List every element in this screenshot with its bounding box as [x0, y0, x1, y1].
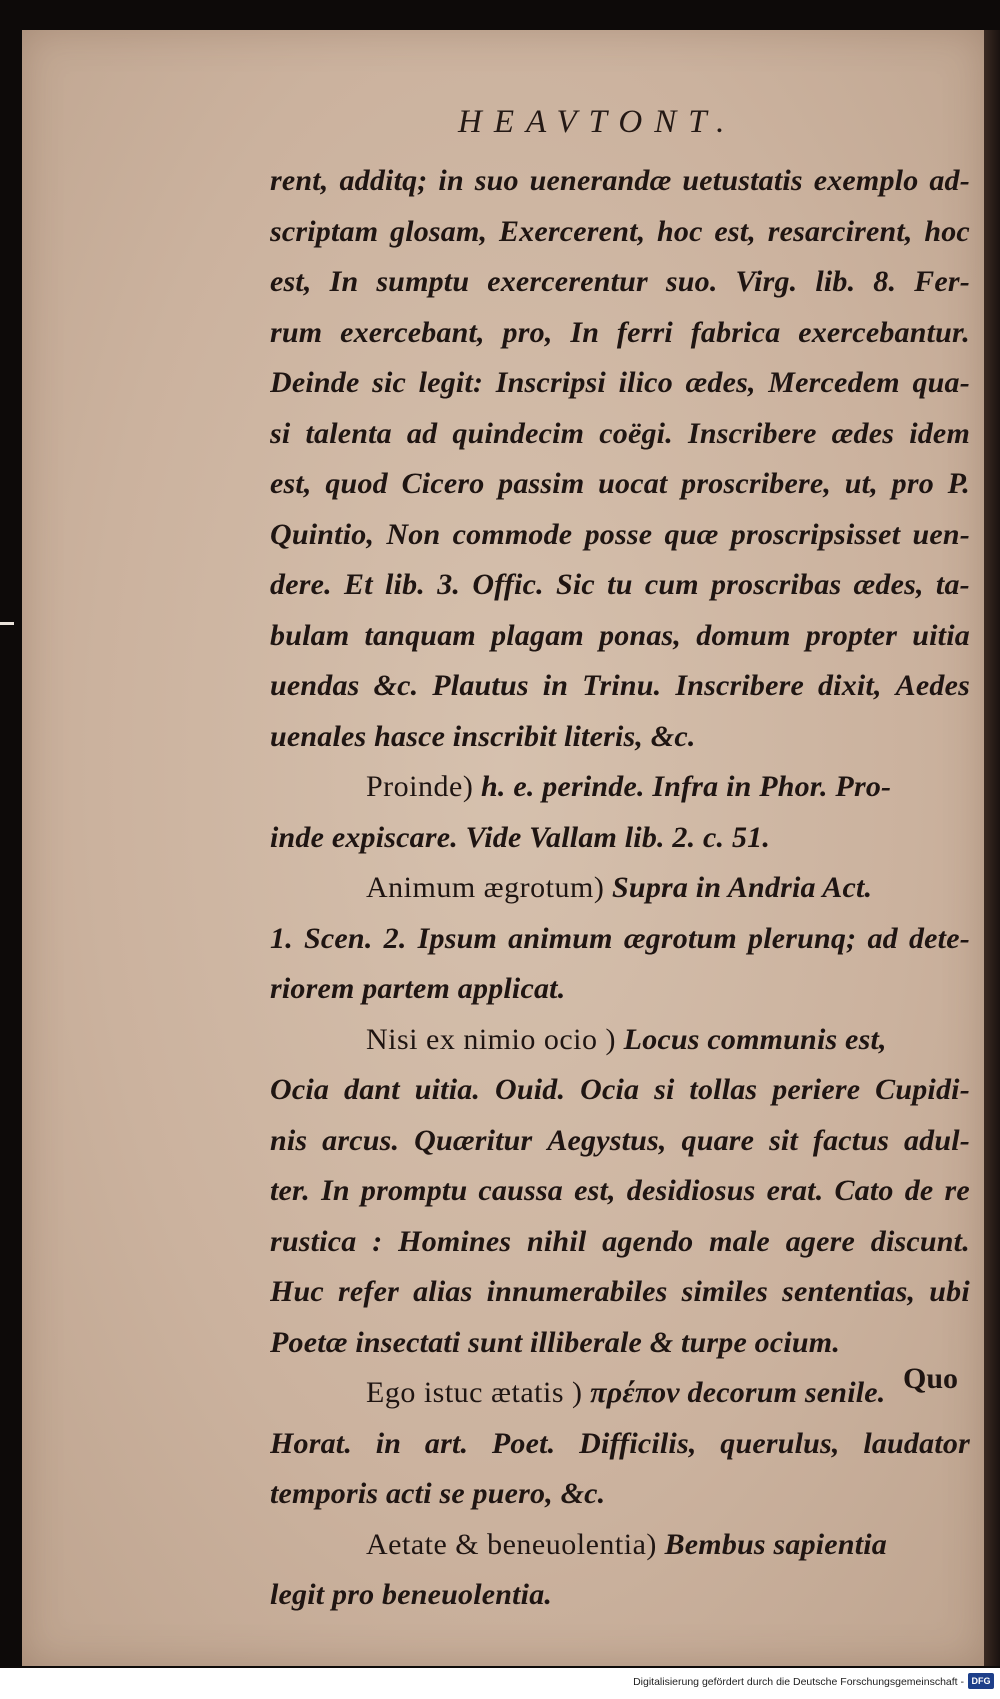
text-line: Horat. in art. Poet. Difficilis, querulus, laudator [270, 1426, 970, 1460]
text-line: dere. Et lib. 3. Offic. Sic tu cum proscribas ædes, ta- [270, 568, 970, 601]
lemma: Proinde) [366, 770, 474, 803]
text-line: temporis acti se puero, &c. [270, 1477, 606, 1510]
text-line: inde expiscare. Vide Vallam lib. 2. c. 51. [270, 820, 771, 854]
text-line: rent, additq; in suo uenerandæ uetustatis exemplo ad- [270, 164, 970, 197]
lemma: Aetate & beneuolentia) [366, 1527, 657, 1561]
lemma-line [270, 1520, 970, 1571]
lemma-comment: Bembus sapientia [656, 1527, 887, 1561]
text-line: uenales hasce inscribit literis, &c. [270, 719, 696, 753]
text-line: legit pro beneuolentia. [270, 1578, 553, 1611]
page-text [270, 156, 970, 1621]
lemma: Nisi ex nimio ocio ) [366, 1022, 616, 1056]
text-line: nis arcus. Quæritur Aegystus, quare sit factus adul- [270, 1123, 970, 1157]
text-line: Poetæ insectati sunt illiberale & turpe ocium. [270, 1325, 841, 1359]
text-line: bulam tanquam plagam ponas, domum propter uitia [270, 618, 970, 652]
text-line: rustica : Homines nihil agendo male agere discunt. [270, 1224, 970, 1258]
text-line: Deinde sic legit: Inscripsi ilico ædes, Mercedem qua- [270, 366, 970, 399]
lemma-comment: h. e. perinde. Infra in Phor. Pro- [473, 770, 892, 803]
text-line: Huc refer alias innumerabiles similes sententias, ubi [270, 1275, 970, 1308]
lemma-line [270, 762, 970, 813]
lemma-line [270, 1368, 970, 1419]
text-line: si talenta ad quindecim coëgi. Inscribere ædes idem [270, 416, 970, 450]
text-line: Ocia dant uitia. Ouid. Ocia si tollas periere Cupidi- [270, 1073, 970, 1106]
text-line: rum exercebant, pro, In ferri fabrica exercebantur. [270, 315, 970, 349]
lemma: Animum ægrotum) [366, 871, 605, 904]
text-line: scriptam glosam, Exercerent, hoc est, resarcirent, hoc [270, 214, 970, 248]
lemma: Ego istuc ætatis ) [366, 1376, 583, 1409]
footer-bar [0, 1668, 1000, 1699]
text-line: est, quod Cicero passim uocat proscribere, ut, pro P. [270, 467, 970, 500]
lemma-comment: πρέπον decorum senile. [582, 1376, 886, 1409]
lemma-line [270, 1015, 970, 1066]
catchword: Quo [903, 1362, 959, 1395]
funding-notice: Digitalisierung gefördert durch die Deutsche Forschungsgemeinschaft - [633, 1676, 964, 1688]
text-line: Quintio, Non commode posse quæ proscripsisset uen- [270, 517, 970, 551]
text-line: uendas &c. Plautus in Trinu. Inscribere dixit, Aedes [270, 669, 970, 702]
text-line: est, In sumptu exercerentur suo. Virg. lib. 8. Fer- [270, 265, 970, 298]
text-line: ter. In promptu caussa est, desidiosus erat. Cato de re [270, 1174, 970, 1207]
lemma-comment: Supra in Andria Act. [604, 871, 873, 904]
dfg-logo-icon: DFG [968, 1673, 994, 1689]
running-head: HEAVTONT. [458, 104, 737, 140]
scan-marker [0, 622, 14, 625]
lemma-comment: Locus communis est, [615, 1022, 887, 1056]
lemma-line [270, 863, 970, 914]
text-line: riorem partem applicat. [270, 972, 566, 1005]
text-line: 1. Scen. 2. Ipsum animum ægrotum plerunq; ad dete- [270, 921, 970, 955]
book-edge [984, 30, 1000, 1666]
